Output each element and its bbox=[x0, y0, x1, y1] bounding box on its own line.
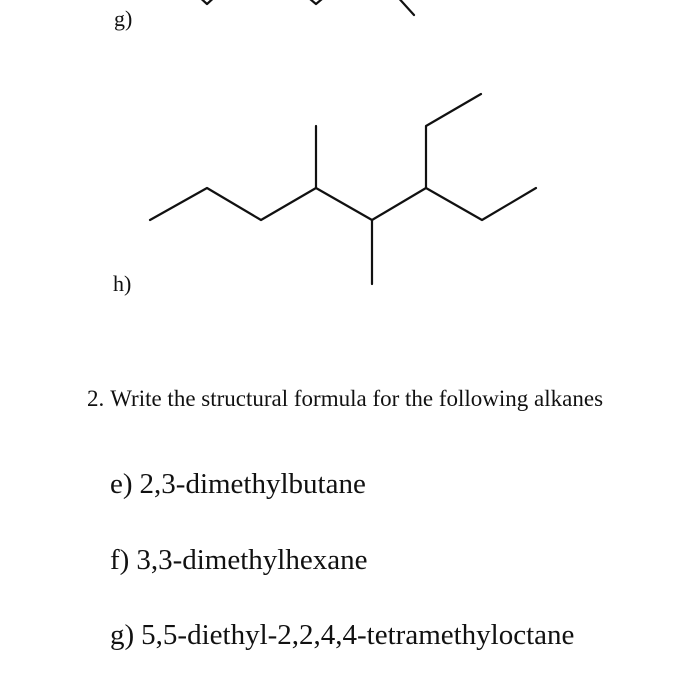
structure-g-bond-middle bbox=[304, 0, 328, 4]
structure-g-bond-right bbox=[395, 0, 414, 15]
structure-h-main-chain bbox=[150, 188, 536, 220]
item-letter: f) bbox=[110, 544, 130, 576]
question-2 bbox=[87, 387, 603, 410]
question-number: 2. bbox=[87, 386, 105, 411]
structure-g-skeletal-formula bbox=[0, 0, 700, 320]
alkane-item-g bbox=[110, 621, 574, 650]
alkane-item-e bbox=[110, 470, 366, 499]
structure-h-ethyl-branch-c6 bbox=[426, 94, 481, 188]
structure-h-label: h) bbox=[113, 271, 132, 296]
structure-g-bond-left bbox=[196, 0, 218, 4]
question-text: Write the structural formula for the following alkanes bbox=[110, 386, 604, 411]
alkane-name: 3,3-dimethylhexane bbox=[136, 544, 368, 576]
item-letter: g) bbox=[110, 619, 135, 651]
item-letter: e) bbox=[110, 468, 133, 500]
alkane-item-f bbox=[110, 546, 367, 575]
alkane-name: 2,3-dimethylbutane bbox=[139, 468, 366, 500]
alkane-name: 5,5-diethyl-2,2,4,4-tetramethyloctane bbox=[141, 619, 575, 651]
structure-g-label: g) bbox=[114, 6, 133, 31]
